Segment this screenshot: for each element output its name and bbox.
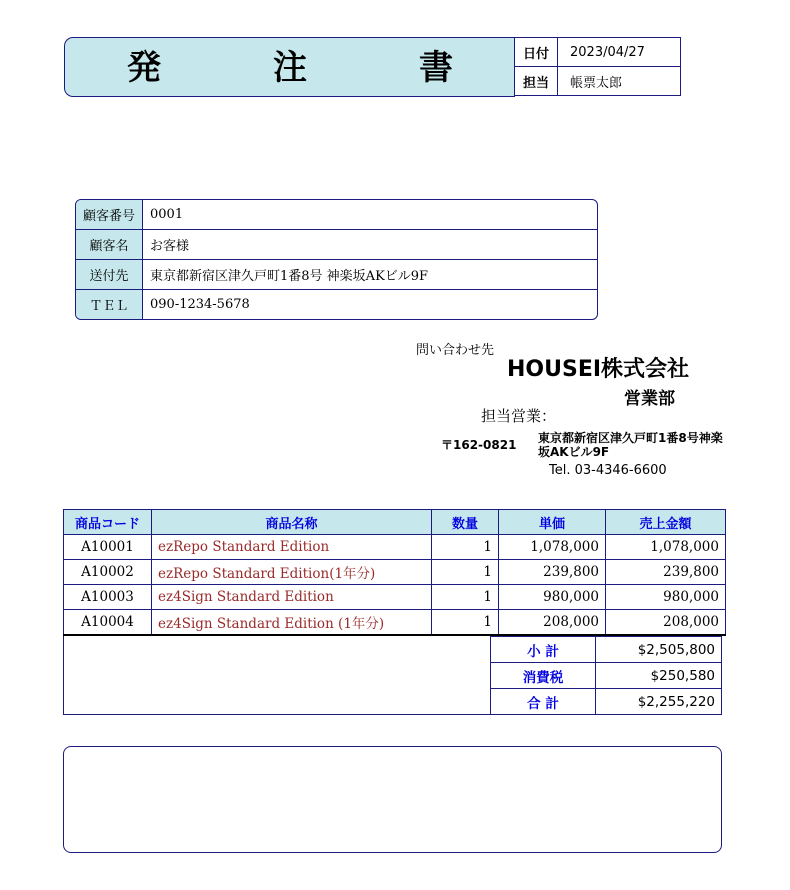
item-code: A10002: [64, 560, 152, 585]
company-zip: 〒162-0821: [441, 438, 517, 452]
header-code: 商品コード: [64, 510, 152, 535]
ship-to-label: 送付先: [76, 260, 143, 289]
total-value: $2,255,220: [596, 689, 722, 715]
title-char-3: 書: [419, 48, 453, 88]
item-code: A10001: [64, 535, 152, 560]
tax-value: $250,580: [596, 663, 722, 689]
table-row: [64, 560, 726, 585]
staff-value: 帳票太郎: [558, 67, 681, 96]
company-name: HOUSEI株式会社: [507, 357, 690, 382]
title-char-1: 発: [127, 48, 161, 88]
customer-row: [76, 259, 597, 289]
date-label: 日付: [515, 38, 558, 67]
company-address: 東京都新宿区津久戸町1番8号神楽坂AKビル9F: [538, 431, 723, 459]
item-name: ezRepo Standard Edition: [152, 535, 432, 560]
totals-blank-area: [63, 636, 491, 715]
customer-row: [76, 289, 597, 319]
document-meta-table: [514, 37, 681, 96]
table-row: [64, 535, 726, 560]
customer-row: [76, 200, 597, 229]
header-price: 単価: [499, 510, 606, 535]
contact-label: 問い合わせ先: [416, 343, 495, 358]
item-amount: 1,078,000: [606, 535, 726, 560]
item-code: A10003: [64, 585, 152, 610]
item-qty: 1: [432, 560, 499, 585]
customer-name-label: 顧客名: [76, 230, 143, 259]
header-name: 商品名称: [152, 510, 432, 535]
item-price: 239,800: [499, 560, 606, 585]
item-price: 980,000: [499, 585, 606, 610]
customer-number-label: 顧客番号: [76, 200, 143, 229]
header-qty: 数量: [432, 510, 499, 535]
item-code: A10004: [64, 610, 152, 636]
date-value: 2023/04/27: [558, 38, 681, 67]
total-label: 合 計: [491, 689, 596, 715]
customer-row: [76, 229, 597, 259]
customer-number-value: 0001: [150, 207, 184, 222]
staff-label: 担当: [515, 67, 558, 96]
company-tel: Tel. 03-4346-6600: [549, 463, 667, 478]
header-amount: 売上金額: [606, 510, 726, 535]
item-amount: 208,000: [606, 610, 726, 636]
customer-info-table: [75, 199, 598, 320]
department-name: 営業部: [624, 389, 675, 409]
item-price: 1,078,000: [499, 535, 606, 560]
item-name: ez4Sign Standard Edition (1年分): [152, 610, 432, 636]
tax-label: 消費税: [491, 663, 596, 689]
customer-name-value: お客様: [150, 239, 190, 254]
title-char-2: 注: [273, 48, 307, 88]
item-price: 208,000: [499, 610, 606, 636]
item-amount: 239,800: [606, 560, 726, 585]
item-name: ez4Sign Standard Edition: [152, 585, 432, 610]
totals-table: [490, 636, 722, 715]
items-header-row: [64, 510, 726, 535]
item-amount: 980,000: [606, 585, 726, 610]
item-qty: 1: [432, 610, 499, 636]
item-qty: 1: [432, 535, 499, 560]
items-table: [63, 509, 726, 636]
table-row: [64, 610, 726, 636]
item-qty: 1: [432, 585, 499, 610]
item-name: ezRepo Standard Edition(1年分): [152, 560, 432, 585]
ship-to-value: 東京都新宿区津久戸町1番8号 神楽坂AKビル9F: [150, 269, 429, 284]
table-row: [64, 585, 726, 610]
notes-box: [63, 746, 722, 853]
sales-staff-label: 担当営業：: [481, 407, 557, 425]
subtotal-value: $2,505,800: [596, 637, 722, 663]
subtotal-label: 小 計: [491, 637, 596, 663]
tel-label: ＴＥＬ: [76, 290, 143, 319]
tel-value: 090-1234-5678: [150, 297, 250, 312]
document-title-box: [64, 37, 515, 97]
